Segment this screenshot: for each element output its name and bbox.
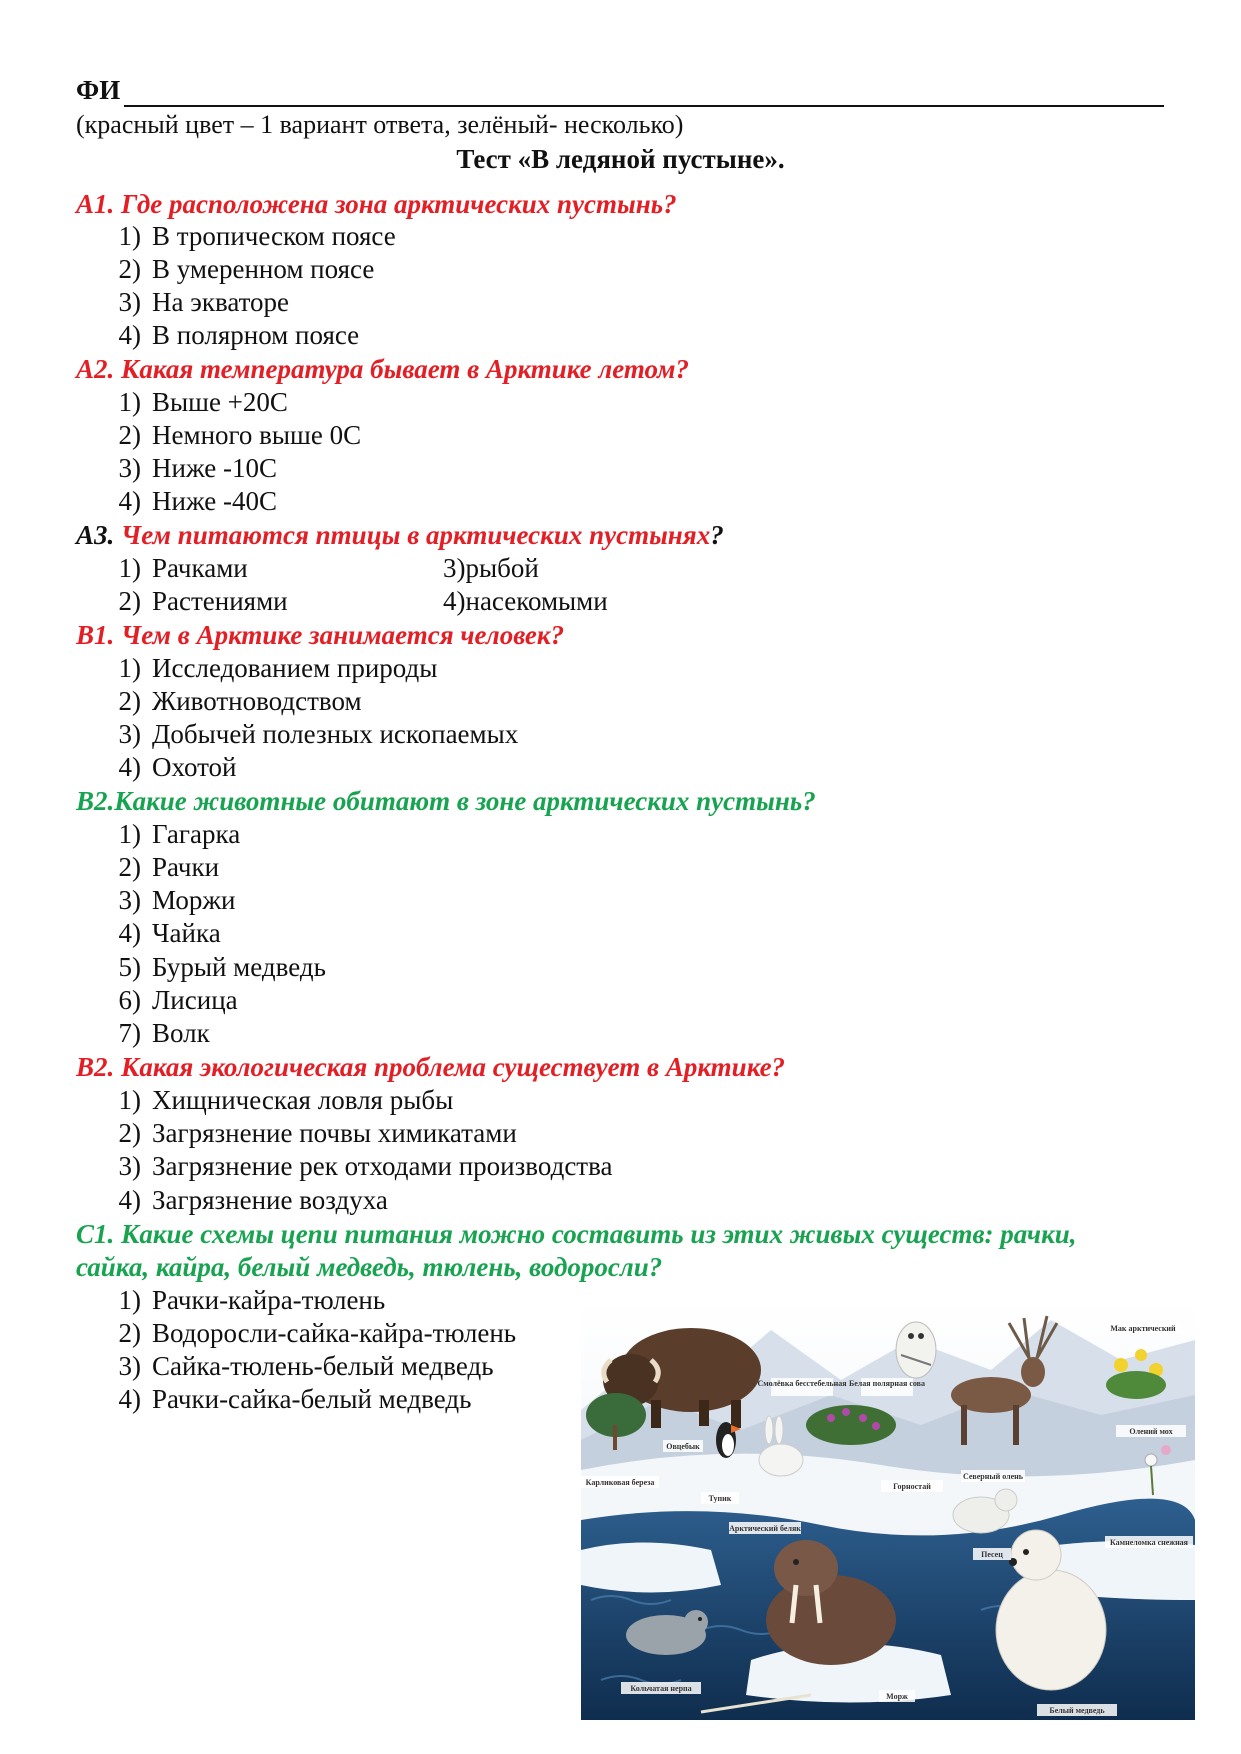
question-b2-animals: В2.Какие животные обитают в зоне арктических пустынь? bbox=[76, 786, 816, 816]
question-b1: В1. Чем в Арктике занимается человек? bbox=[76, 620, 565, 650]
option-a2-2[interactable]: 2) Немного выше 0С bbox=[118, 420, 362, 450]
svg-text:Карликовая береза: Карликовая береза bbox=[585, 1478, 655, 1487]
svg-text:Камнеломка снежная: Камнеломка снежная bbox=[1109, 1538, 1189, 1547]
option-a1-4[interactable]: 4) В полярном поясе bbox=[118, 320, 360, 350]
option-c1-2[interactable]: 2) Водоросли-сайка-кайра-тюлень bbox=[118, 1318, 517, 1348]
option-b2a-3[interactable]: 3) Моржи bbox=[118, 885, 236, 915]
svg-text:Белый медведь: Белый медведь bbox=[1049, 1706, 1105, 1715]
option-b2a-1[interactable]: 1) Гагарка bbox=[118, 819, 241, 849]
option-b1-4[interactable]: 4) Охотой bbox=[118, 752, 237, 782]
svg-text:Северный олень: Северный олень bbox=[963, 1472, 1023, 1481]
svg-text:Мак арктический: Мак арктический bbox=[1110, 1324, 1176, 1333]
svg-text:Горностай: Горностай bbox=[893, 1482, 931, 1491]
option-b1-1[interactable]: 1) Исследованием природы bbox=[118, 653, 438, 683]
option-a3-2[interactable]: 2) Растениями bbox=[118, 586, 288, 616]
svg-text:Белая полярная сова: Белая полярная сова bbox=[848, 1379, 926, 1388]
svg-text:Песец: Песец bbox=[981, 1550, 1003, 1559]
arctic-food-web-illustration bbox=[581, 1300, 1195, 1720]
option-b2a-6[interactable]: 6) Лисица bbox=[118, 985, 238, 1015]
option-a3-4[interactable]: 4)насекомыми bbox=[443, 586, 608, 616]
option-b2e-3[interactable]: 3) Загрязнение рек отходами производства bbox=[118, 1151, 613, 1181]
option-b2a-5[interactable]: 5) Бурый медведь bbox=[118, 952, 326, 982]
owl-figure bbox=[896, 1322, 936, 1378]
question-c1-line2: сайка, кайра, белый медведь, тюлень, водоросли? bbox=[76, 1252, 663, 1282]
option-b1-2[interactable]: 2) Животноводством bbox=[118, 686, 362, 716]
svg-text:Кольчатая нерпа: Кольчатая нерпа bbox=[630, 1684, 692, 1693]
page-title: Тест «В ледяной пустыне». bbox=[456, 144, 785, 174]
option-b2a-4[interactable]: 4) Чайка bbox=[118, 918, 221, 948]
option-c1-1[interactable]: 1) Рачки-кайра-тюлень bbox=[118, 1285, 386, 1315]
question-a3: А3. Чем питаются птицы в арктических пустынях? bbox=[76, 520, 724, 550]
name-blank-line[interactable] bbox=[124, 105, 1164, 107]
question-a2: А2. Какая температура бывает в Арктике летом? bbox=[76, 354, 689, 384]
question-a1: А1. Где расположена зона арктических пустынь? bbox=[76, 189, 677, 219]
question-b2-ecology: В2. Какая экологическая проблема существует в Арктике? bbox=[76, 1052, 786, 1082]
option-a1-3[interactable]: 3) На экваторе bbox=[118, 287, 290, 317]
option-b1-3[interactable]: 3) Добычей полезных ископаемых bbox=[118, 719, 519, 749]
option-b2a-7[interactable]: 7) Волк bbox=[118, 1018, 210, 1048]
option-b2e-1[interactable]: 1) Хищническая ловля рыбы bbox=[118, 1085, 454, 1115]
option-a1-2[interactable]: 2) В умеренном поясе bbox=[118, 254, 375, 284]
ice-floe-left bbox=[581, 1543, 721, 1593]
fi-label: ФИ bbox=[76, 75, 121, 105]
option-b2a-2[interactable]: 2) Рачки bbox=[118, 852, 220, 882]
svg-text:Овцебык: Овцебык bbox=[666, 1442, 700, 1451]
svg-text:Олений мох: Олений мох bbox=[1129, 1427, 1173, 1436]
option-a1-1[interactable]: 1) В тропическом поясе bbox=[118, 221, 396, 251]
option-a3-1[interactable]: 1) Рачками bbox=[118, 553, 248, 583]
option-a2-4[interactable]: 4) Ниже -40С bbox=[118, 486, 277, 516]
svg-text:Арктический беляк: Арктический беляк bbox=[729, 1524, 801, 1533]
svg-text:Морж: Морж bbox=[886, 1692, 908, 1701]
svg-text:Тупик: Тупик bbox=[708, 1494, 732, 1503]
color-legend-note: (красный цвет – 1 вариант ответа, зелёный- несколько) bbox=[76, 110, 684, 139]
option-a2-1[interactable]: 1) Выше +20С bbox=[118, 387, 288, 417]
option-c1-3[interactable]: 3) Сайка-тюлень-белый медведь bbox=[118, 1351, 494, 1381]
option-b2e-4[interactable]: 4) Загрязнение воздуха bbox=[118, 1185, 388, 1215]
option-a2-3[interactable]: 3) Ниже -10С bbox=[118, 453, 277, 483]
svg-text:Смолёвка бесстебельная: Смолёвка бесстебельная bbox=[757, 1379, 847, 1388]
question-c1-line1: С1. Какие схемы цепи питания можно составить из этих живых существ: рачки, bbox=[76, 1219, 1077, 1249]
saxifrage-figure bbox=[806, 1405, 896, 1445]
option-a3-3[interactable]: 3)рыбой bbox=[443, 553, 539, 583]
option-c1-4[interactable]: 4) Рачки-сайка-белый медведь bbox=[118, 1384, 472, 1414]
option-b2e-2[interactable]: 2) Загрязнение почвы химикатами bbox=[118, 1118, 517, 1148]
